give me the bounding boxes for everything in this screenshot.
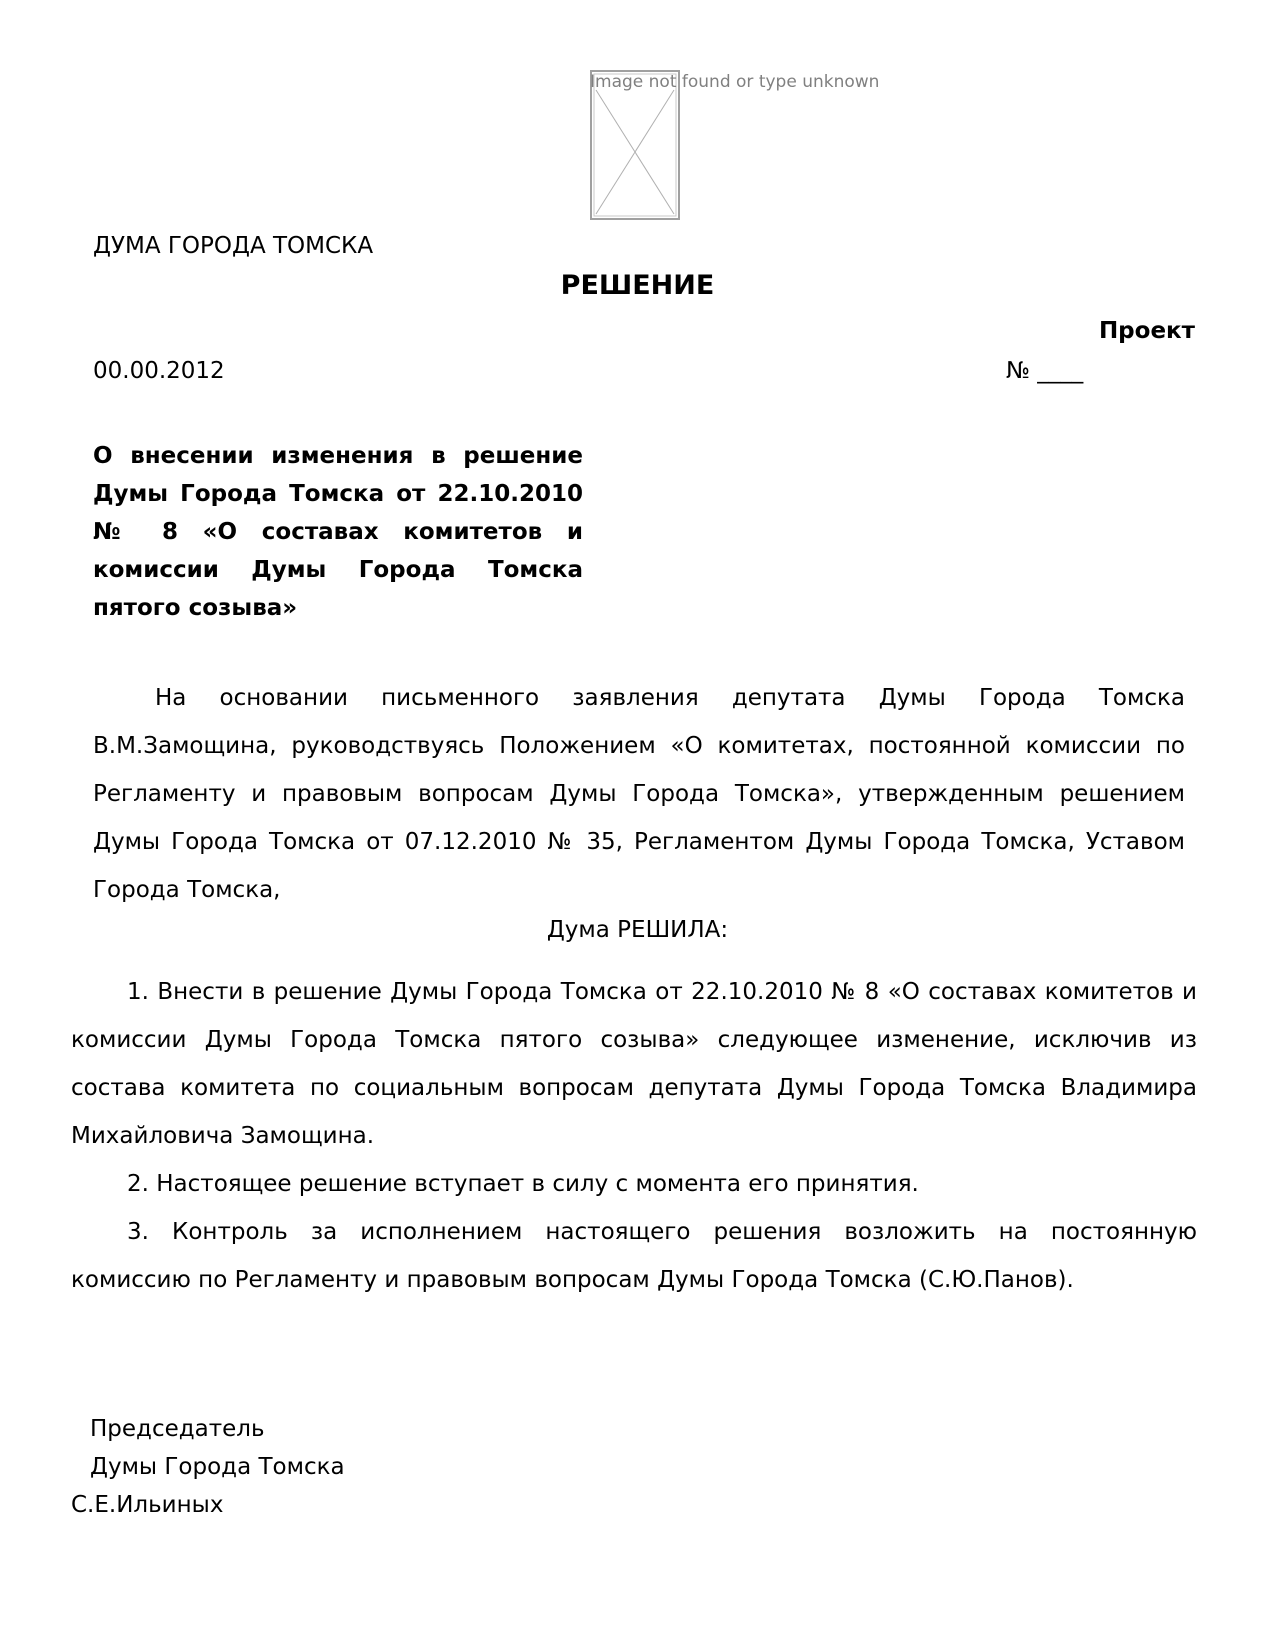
signature-position-line1: Председатель <box>90 1416 265 1442</box>
project-label: Проект <box>1098 318 1195 344</box>
signature-position-line2: Думы Города Томска <box>90 1454 345 1480</box>
resolution-item-1: 1. Внести в решение Думы Города Томска от 22.10.2010 № 8 «О составах комитетов и комиссии Думы Города Томска пятого созыва» следующее изменение, исключив из состава комитета по социальным вопросам депутата Думы Города Томска Владимира Михайловича Замощина. <box>71 979 1197 1149</box>
resolution-item-3: 3. Контроль за исполнением настоящего решения возложить на постоянную комиссию по Регламенту и правовым вопросам Думы Города Томска (С.Ю.Панов). <box>71 1219 1197 1293</box>
resolution-heading: Дума РЕШИЛА: <box>546 917 729 943</box>
resolution-items <box>71 968 1197 1304</box>
signature-name: С.Е.Ильиных <box>71 1492 224 1518</box>
document-date: 00.00.2012 <box>93 358 225 384</box>
document-number: № ____ <box>1006 358 1084 384</box>
image-caption: Image not found or type unknown <box>590 72 880 92</box>
document-subject: О внесении изменения в решение Думы Города Томска от 22.10.2010 № 8 «О составах комитетов и комиссии Думы Города Томска пятого созыва» <box>93 443 583 621</box>
preamble-paragraph: На основании письменного заявления депутата Думы Города Томска В.М.Замощина, руководствуясь Положением «О комитетах, постоянной комиссии по Регламенту и правовым вопросам Думы Города Томска», утвержденным решением Думы Города Томска от 07.12.2010 № 35, Регламентом Думы Города Томска, Уставом Города Томска, <box>93 685 1185 903</box>
organization-name: ДУМА ГОРОДА ТОМСКА <box>93 233 374 259</box>
resolution-item-2: 2. Настоящее решение вступает в силу с момента его принятия. <box>127 1171 919 1197</box>
document-title: РЕШЕНИЕ <box>560 270 715 301</box>
broken-image-icon <box>590 70 680 220</box>
